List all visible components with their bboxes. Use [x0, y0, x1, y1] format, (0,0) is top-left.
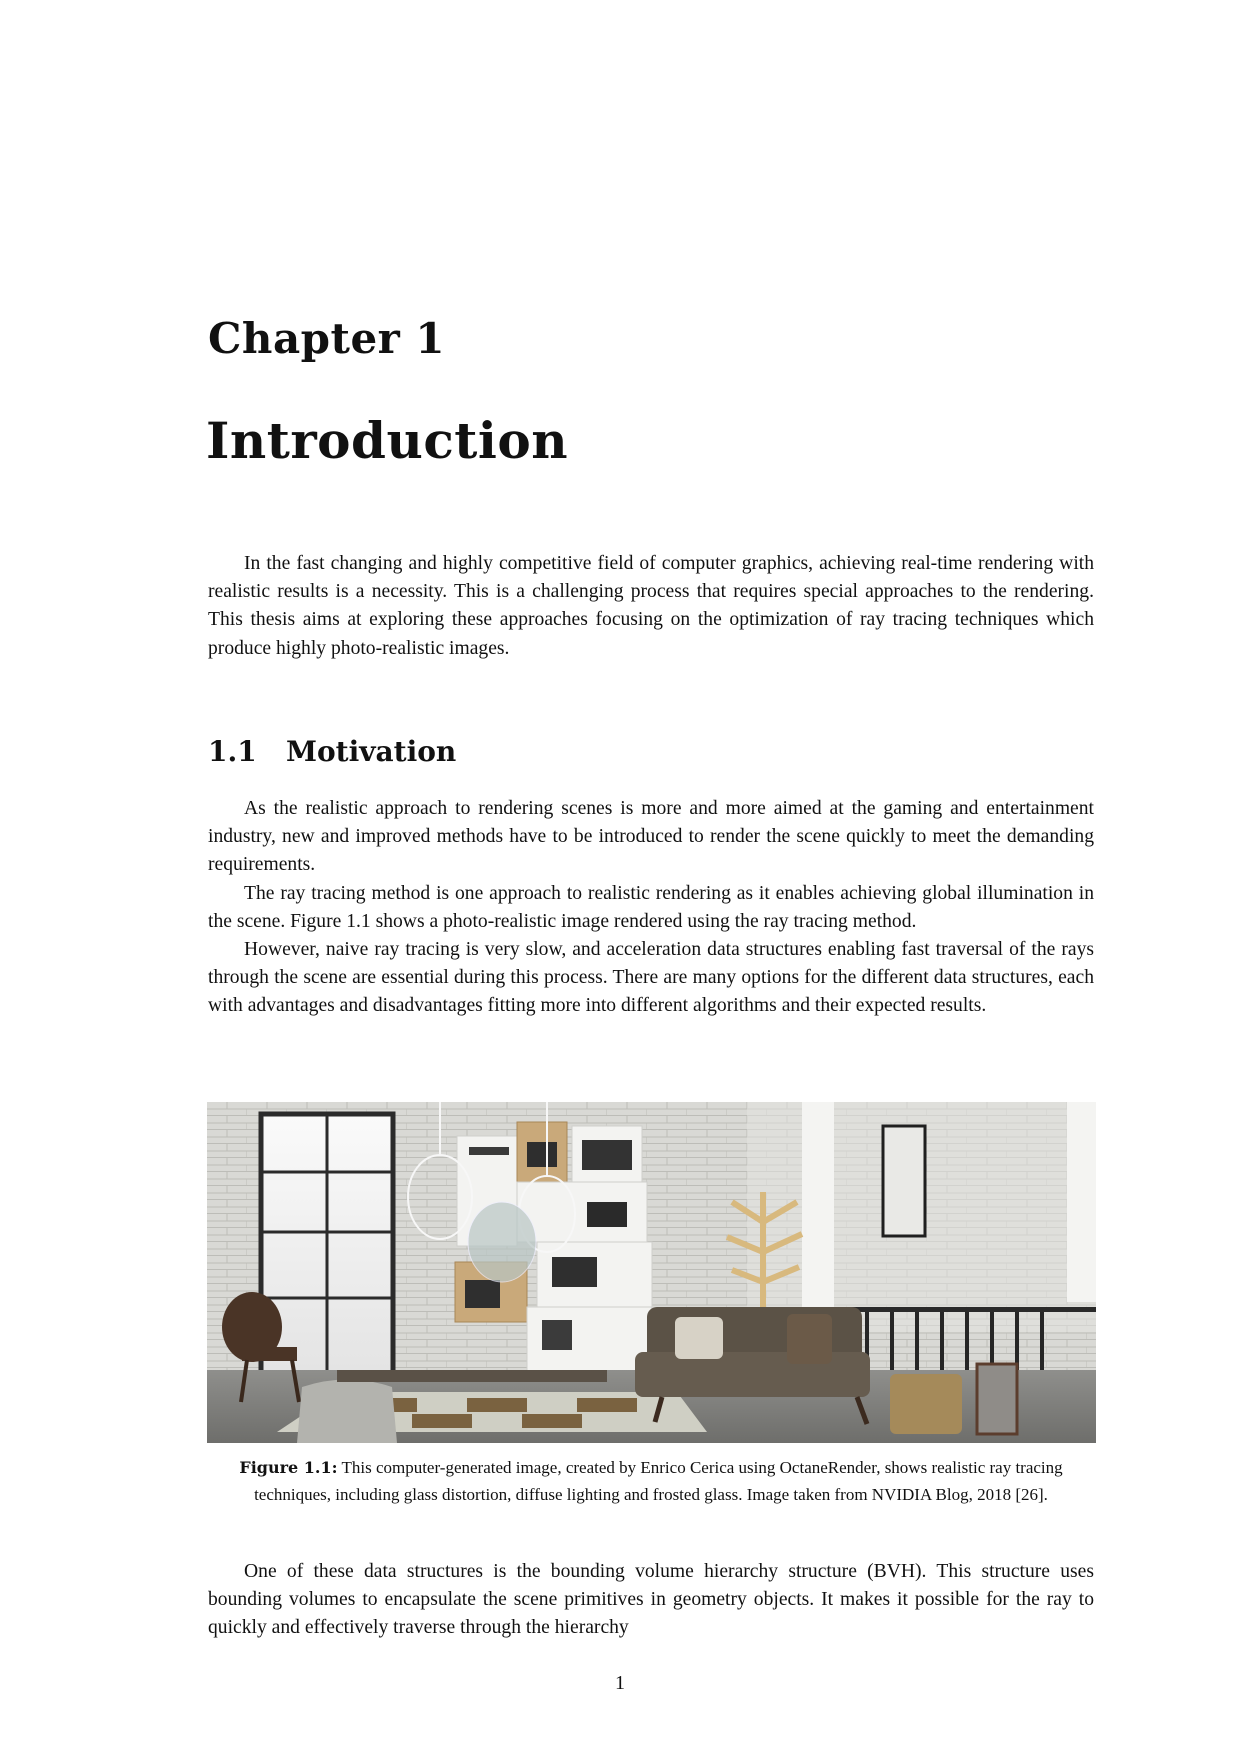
intro-paragraph-text: In the fast changing and highly competitive field of computer graphics, achieving real-time rendering with realistic results is a necessity. This is a challenging process that requires special approaches to the rendering. This thesis aims at exploring these approaches focusing on the optimization of ray tracing techniques which produce highly photo-realistic images. — [208, 553, 1094, 659]
motivation-paragraph-3: However, naive ray tracing is very slow, and acceleration data structures enabling fast traversal of the rays through the scene are essential during this process. There are many options for the different data structures, each with advantages and disadvantages fitting more into different algorithms and their expected results. — [208, 939, 1094, 1017]
figure-caption — [208, 1454, 1094, 1508]
figure-image — [207, 1102, 1096, 1443]
intro-paragraph — [208, 550, 1094, 663]
section-title: Motivation — [286, 735, 457, 768]
motivation-paragraph-2: The ray tracing method is one approach to realistic rendering as it enables achieving global illumination in the scene. Figure 1.1 shows a photo-realistic image rendered using the ray tracing method. — [208, 882, 1094, 932]
lantern — [977, 1364, 1017, 1434]
bvh-paragraph — [208, 1558, 1094, 1643]
chapter-label: Chapter 1 — [208, 314, 446, 363]
bvh-paragraph-text: One of these data structures is the bounding volume hierarchy structure (BVH). This structure uses bounding volumes to encapsulate the scene primitives in geometry objects. It makes it possible for the ray to quickly and effectively traverse through the hierarchy — [208, 1561, 1094, 1639]
section-number: 1.1 — [208, 735, 257, 768]
section-heading — [208, 735, 457, 768]
chapter-title: Introduction — [206, 411, 569, 470]
rendered-room-illustration — [207, 1102, 1096, 1443]
glass-lamp — [468, 1202, 536, 1282]
page-number: 1 — [615, 1672, 625, 1694]
wicker-basket — [890, 1374, 962, 1434]
patterned-pouf — [297, 1380, 397, 1444]
motivation-paragraphs — [208, 795, 1094, 1021]
motivation-paragraph-1: As the realistic approach to rendering scenes is more and more aimed at the gaming and entertainment industry, new and improved methods have to be introduced to render the scene quickly to meet the demanding requirements. — [208, 798, 1094, 876]
figure-caption-label: Figure 1.1: — [239, 1458, 338, 1477]
figure-caption-text: This computer-generated image, created by Enrico Cerica using OctaneRender, shows realistic ray tracing techniques, including glass distortion, diffuse lighting and frosted glass. Image taken from NVIDIA Blog, 2018 [26]. — [254, 1458, 1063, 1504]
coffee-table — [337, 1370, 607, 1382]
